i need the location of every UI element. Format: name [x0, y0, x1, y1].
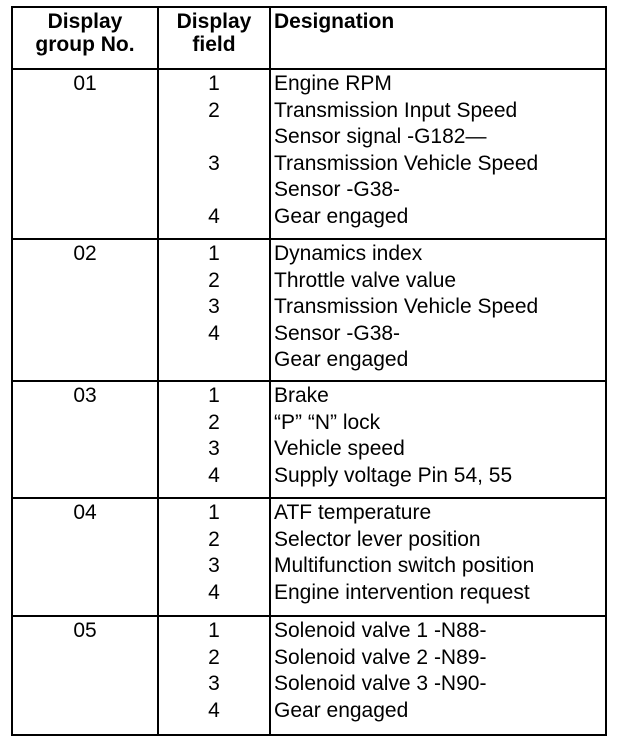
- designation-text: Sensor -G38-: [274, 321, 401, 345]
- field-number: 2: [208, 527, 220, 551]
- field-number: 3: [208, 672, 220, 695]
- field-number: 4: [208, 321, 220, 345]
- field-number: 2: [208, 645, 220, 669]
- field-number: 4: [208, 580, 220, 604]
- field-number: 2: [208, 268, 220, 292]
- group-row-04: [13, 499, 605, 617]
- group-row-03: [13, 382, 605, 499]
- designation-text: Selector lever position: [274, 527, 481, 551]
- designations: [271, 70, 605, 238]
- designations: [271, 499, 605, 615]
- field-number: 2: [208, 410, 220, 434]
- group-number: 03: [13, 382, 159, 497]
- designation-text: Transmission Vehicle Speed: [274, 295, 539, 318]
- display-group-table: [11, 6, 607, 736]
- field-number: 1: [208, 384, 220, 407]
- designations: [271, 382, 605, 497]
- header-group-line1: Display: [47, 10, 123, 33]
- field-number: [159, 124, 269, 151]
- field-number: 3: [208, 151, 220, 175]
- field-numbers: [159, 617, 271, 734]
- designation-text: Throttle valve value: [274, 268, 457, 292]
- field-number: 3: [208, 295, 220, 318]
- designation-text: ATF temperature: [274, 501, 432, 524]
- field-number: 4: [208, 463, 220, 487]
- field-numbers: [159, 499, 271, 615]
- field-number: 1: [208, 242, 220, 265]
- group-row-01: [13, 70, 605, 240]
- field-number: 4: [208, 698, 220, 722]
- designation-text: Engine intervention request: [274, 580, 530, 604]
- group-row-05: [13, 617, 605, 734]
- header-field-line2: field: [192, 33, 236, 56]
- field-number: 3: [208, 554, 220, 577]
- designation-text: Engine RPM: [274, 72, 392, 95]
- designation-text: Transmission Input Speed: [274, 98, 518, 122]
- designation-text: Solenoid valve 3 -N90-: [274, 672, 487, 695]
- field-number: 1: [208, 619, 220, 642]
- designation-text: Multifunction switch position: [274, 554, 535, 577]
- group-number: 01: [13, 70, 159, 238]
- field-number: 3: [208, 437, 220, 460]
- designation-text: Solenoid valve 1 -N88-: [274, 619, 487, 642]
- designation-text: Brake: [274, 384, 329, 407]
- group-number: 05: [13, 617, 159, 734]
- designation-text: Dynamics index: [274, 242, 423, 265]
- designations: [271, 617, 605, 734]
- group-number: 02: [13, 240, 159, 380]
- designation-text: Supply voltage Pin 54, 55: [274, 463, 513, 487]
- designation-text: Transmission Vehicle Speed: [274, 151, 539, 175]
- header-display-field: [159, 8, 271, 68]
- header-group-line2: group No.: [35, 33, 135, 56]
- designation-text: Sensor -G38-: [274, 178, 401, 201]
- field-number: 1: [208, 72, 220, 95]
- field-numbers: [159, 240, 271, 380]
- designations: [271, 240, 605, 380]
- designation-text: Gear engaged: [274, 348, 409, 371]
- group-number: 04: [13, 499, 159, 615]
- designation-text: Gear engaged: [274, 698, 409, 722]
- designation-text: “P” “N” lock: [274, 410, 381, 434]
- header-field-line1: Display: [176, 10, 252, 33]
- designation-text: Vehicle speed: [274, 437, 405, 460]
- designation-text: Solenoid valve 2 -N89-: [274, 645, 487, 669]
- table-header: [13, 8, 605, 70]
- field-number: 1: [208, 501, 220, 524]
- field-number: 4: [208, 204, 220, 228]
- field-numbers: [159, 70, 271, 238]
- field-number: 2: [208, 98, 220, 122]
- designation-text: Gear engaged: [274, 204, 409, 228]
- field-number: [159, 347, 269, 374]
- header-display-group-no: [13, 8, 159, 68]
- field-numbers: [159, 382, 271, 497]
- field-number: [159, 177, 269, 204]
- designation-text: Sensor signal -G182—: [274, 125, 487, 148]
- group-row-02: [13, 240, 605, 382]
- header-designation: Designation: [274, 10, 395, 33]
